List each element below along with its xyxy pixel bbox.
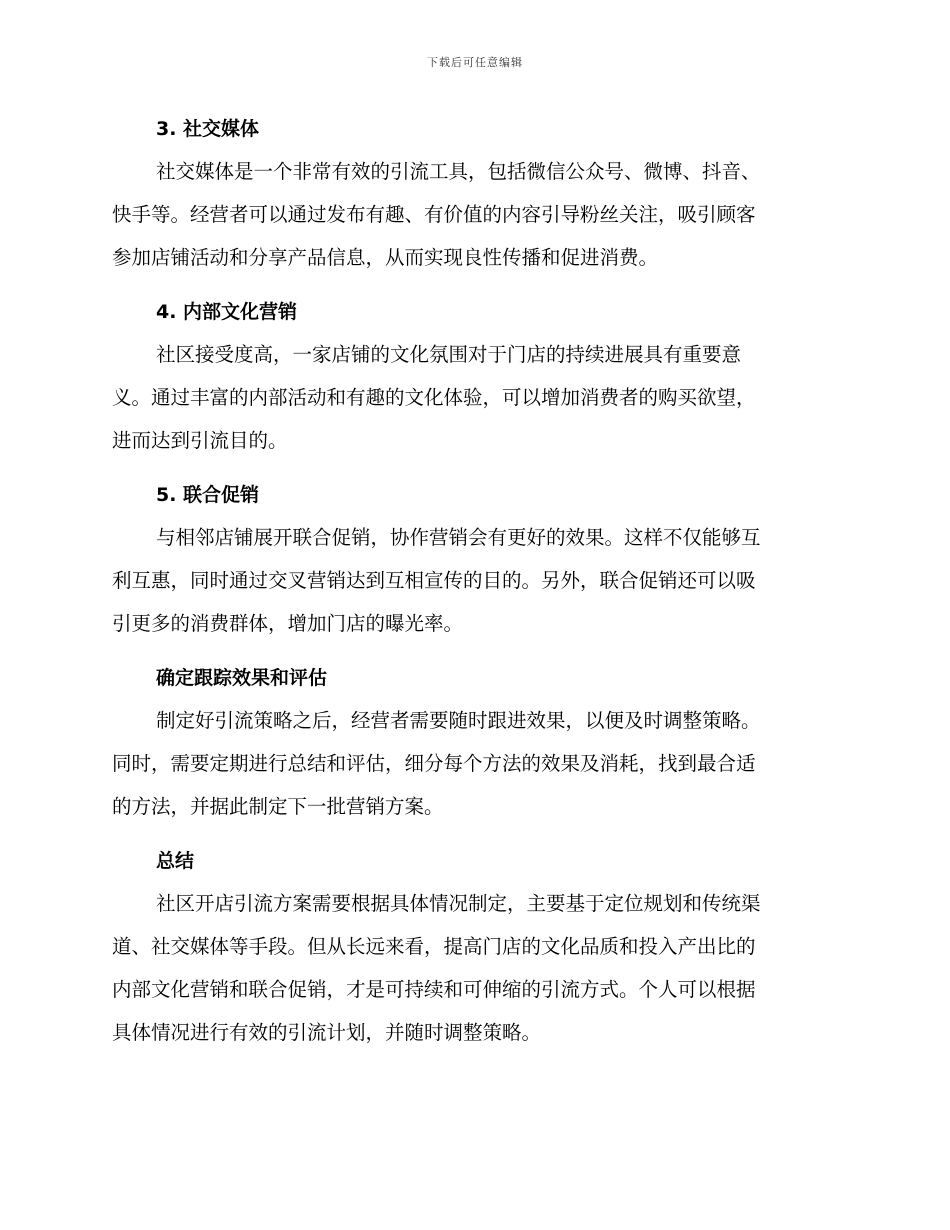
paragraph-line: 义。通过丰富的内部活动和有趣的文化体验，可以增加消费者的购买欲望，: [112, 386, 756, 409]
document-body: [112, 108, 832, 1066]
section-tracking-evaluation: [112, 657, 832, 828]
paragraph-line: 引更多的消费群体，增加门店的曝光率。: [112, 612, 464, 635]
paragraph-line: 道、社交媒体等手段。但从长远来看，提高门店的文化品质和投入产出比的: [112, 935, 756, 958]
paragraph-line: 的方法，并据此制定下一批营销方案。: [112, 795, 444, 818]
paragraph-line: 快手等。经营者可以通过发布有趣、有价值的内容引导粉丝关注，吸引顾客: [112, 203, 756, 226]
header-note: 下载后可任意编辑: [427, 56, 523, 69]
paragraph-line: 社区开店引流方案需要根据具体情况制定，主要基于定位规划和传统渠: [156, 892, 761, 915]
section-social-media: [112, 108, 832, 279]
paragraph-line: 具体情况进行有效的引流计划，并随时调整策略。: [112, 1021, 542, 1044]
section-summary: [112, 840, 832, 1054]
paragraph-line: 社区接受度高，一家店铺的文化氛围对于门店的持续进展具有重要意: [156, 343, 742, 366]
paragraph-line: 制定好引流策略之后，经营者需要随时跟进效果，以便及时调整策略。: [156, 709, 761, 732]
section-heading: 5. 联合促销: [156, 484, 260, 506]
paragraph: [112, 699, 832, 828]
section-heading: 总结: [156, 850, 195, 872]
paragraph-line: 利互惠，同时通过交叉营销达到互相宣传的目的。另外，联合促销还可以吸: [112, 569, 756, 592]
section-heading: 3. 社交媒体: [156, 118, 260, 140]
paragraph-line: 同时，需要定期进行总结和评估，细分每个方法的效果及消耗，找到最合适: [112, 752, 756, 775]
section-internal-culture-marketing: [112, 291, 832, 462]
paragraph-line: 参加店铺活动和分享产品信息，从而实现良性传播和促进消费。: [112, 246, 659, 269]
section-joint-promotion: [112, 474, 832, 645]
paragraph-line: 进而达到引流目的。: [112, 429, 288, 452]
paragraph-line: 社交媒体是一个非常有效的引流工具，包括微信公众号、微博、抖音、: [156, 160, 761, 183]
paragraph: [112, 882, 832, 1054]
section-heading: 确定跟踪效果和评估: [156, 667, 328, 689]
paragraph: [112, 150, 832, 279]
paragraph-line: 内部文化营销和联合促销，才是可持续和可伸缩的引流方式。个人可以根据: [112, 978, 756, 1001]
paragraph: [112, 333, 832, 462]
paragraph: [112, 516, 832, 645]
section-heading: 4. 内部文化营销: [156, 301, 298, 323]
paragraph-line: 与相邻店铺展开联合促销，协作营销会有更好的效果。这样不仅能够互: [156, 526, 761, 549]
